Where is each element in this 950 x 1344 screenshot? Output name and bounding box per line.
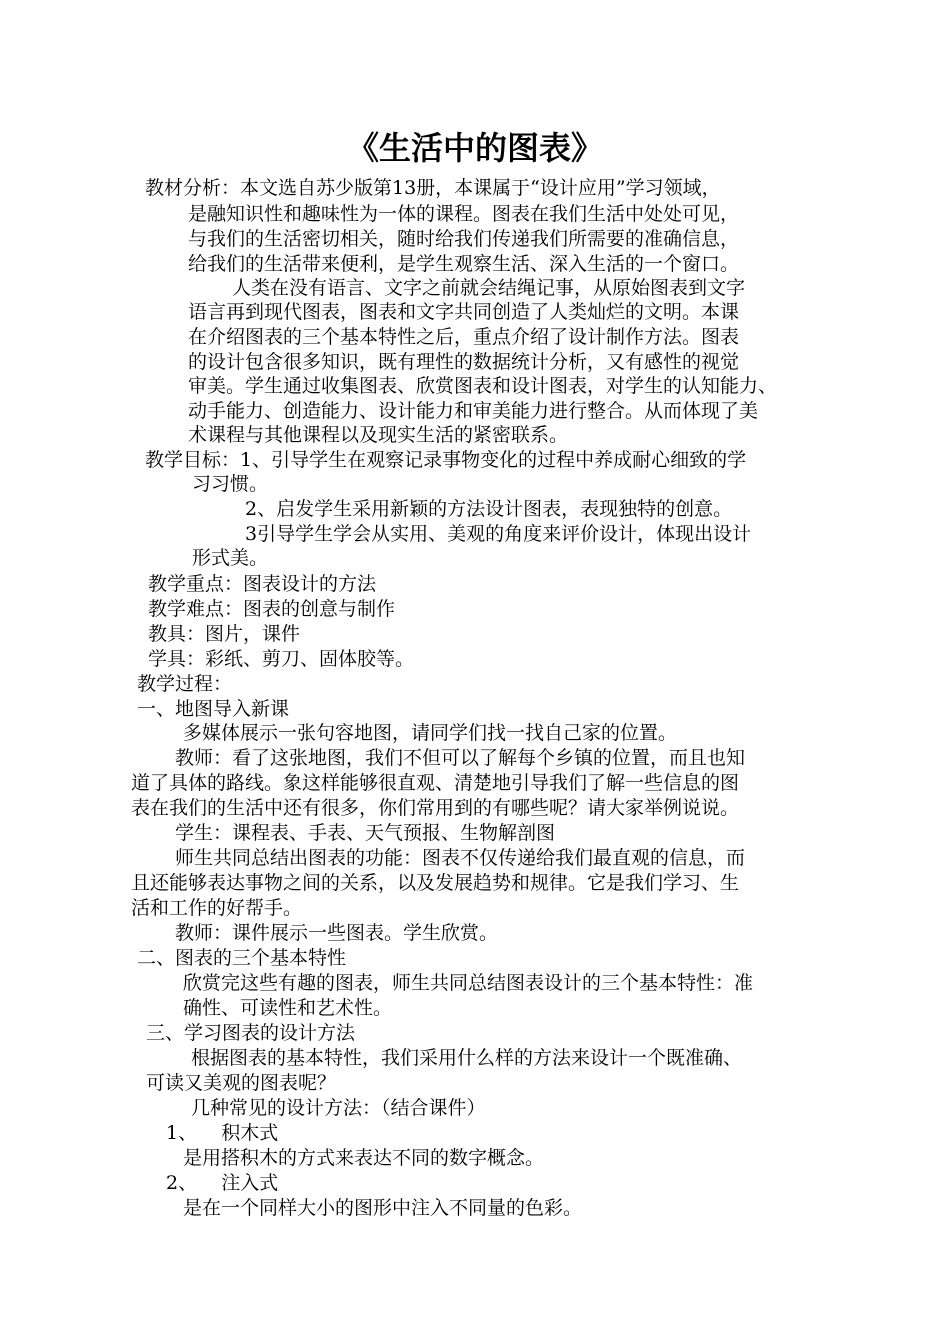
section-heading: 二、图表的三个基本特性 bbox=[137, 947, 347, 969]
text-line: 师生共同总结出图表的功能：图表不仅传递给我们最直观的信息，而 bbox=[175, 847, 746, 869]
text-line: 教材分析：本文选自苏少版第13册，本课属于“设计应用”学习领域， bbox=[145, 177, 721, 199]
text-line: 教学目标：1、引导学生在观察记录事物变化的过程中养成耐心细致的学 bbox=[145, 449, 747, 471]
text-line: 审美。学生通过收集图表、欣赏图表和设计图表，对学生的认知能力、 bbox=[188, 375, 778, 397]
text-line: 与我们的生活密切相关，随时给我们传递我们所需要的准确信息， bbox=[188, 228, 740, 250]
text-line: 动手能力、创造能力、设计能力和审美能力进行整合。从而体现了美 bbox=[188, 400, 759, 422]
text-line: 欣赏完这些有趣的图表，师生共同总结图表设计的三个基本特性：准 bbox=[183, 972, 754, 994]
text-line: 表在我们的生活中还有很多，你们常用到的有哪些呢？请大家举例说说。 bbox=[131, 797, 740, 819]
text-line: 且还能够表达事物之间的关系，以及发展趋势和规律。它是我们学习、生 bbox=[131, 872, 740, 894]
list-item: 2、 注入式 bbox=[166, 1172, 279, 1194]
section-heading: 一、地图导入新课 bbox=[137, 698, 290, 720]
text-line: 几种常见的设计方法：（结合课件） bbox=[191, 1097, 486, 1119]
list-item: 1、 积木式 bbox=[166, 1122, 279, 1144]
text-line: 教学难点：图表的创意与制作 bbox=[148, 598, 396, 620]
text-line: 教师：看了这张地图，我们不但可以了解每个乡镇的位置，而且也知 bbox=[175, 747, 746, 769]
text-line: 学生：课程表、手表、天气预报、生物解剖图 bbox=[175, 822, 556, 844]
text-line: 教学重点：图表设计的方法 bbox=[148, 573, 377, 595]
text-line: 是用搭积木的方式来表达不同的数字概念。 bbox=[183, 1147, 545, 1169]
text-line: 形式美。 bbox=[192, 547, 269, 569]
text-line: 教学过程： bbox=[137, 673, 233, 695]
text-line: 多媒体展示一张句容地图，请同学们找一找自己家的位置。 bbox=[183, 722, 678, 744]
section-heading: 三、学习图表的设计方法 bbox=[146, 1022, 356, 1044]
text-line: 活和工作的好帮手。 bbox=[131, 897, 303, 919]
text-line: 学具：彩纸、剪刀、固体胶等。 bbox=[148, 648, 415, 670]
text-line: 给我们的生活带来便利，是学生观察生活、深入生活的一个窗口。 bbox=[188, 253, 740, 275]
page-title: 《生活中的图表》 bbox=[346, 129, 603, 167]
text-line: 3引导学生学会从实用、美观的角度来评价设计，体现出设计 bbox=[245, 523, 752, 545]
text-line: 道了具体的路线。象这样能够很直观、清楚地引导我们了解一些信息的图 bbox=[131, 772, 740, 794]
text-line: 人类在没有语言、文字之前就会结绳记事，从原始图表到文字 bbox=[232, 277, 746, 299]
text-line: 的设计包含很多知识，既有理性的数据统计分析，又有感性的视觉 bbox=[188, 351, 740, 373]
text-line: 可读又美观的图表呢？ bbox=[146, 1072, 337, 1094]
text-line: 教具：图片，课件 bbox=[148, 623, 301, 645]
text-line: 语言再到现代图表，图表和文字共同创造了人类灿烂的文明。本课 bbox=[188, 301, 740, 323]
text-line: 根据图表的基本特性，我们采用什么样的方法来设计一个既准确、 bbox=[191, 1047, 743, 1069]
text-line: 习习惯。 bbox=[192, 473, 269, 495]
text-line: 在介绍图表的三个基本特性之后，重点介绍了设计制作方法。图表 bbox=[188, 326, 740, 348]
text-line: 是在一个同样大小的图形中注入不同量的色彩。 bbox=[183, 1197, 583, 1219]
text-line: 术课程与其他课程以及现实生活的紧密联系。 bbox=[188, 424, 569, 446]
text-line: 是融知识性和趣味性为一体的课程。图表在我们生活中处处可见， bbox=[188, 203, 740, 225]
text-line: 2、启发学生采用新颖的方法设计图表，表现独特的创意。 bbox=[245, 498, 733, 520]
text-line: 教师：课件展示一些图表。学生欣赏。 bbox=[175, 922, 499, 944]
text-line: 确性、可读性和艺术性。 bbox=[183, 997, 393, 1019]
